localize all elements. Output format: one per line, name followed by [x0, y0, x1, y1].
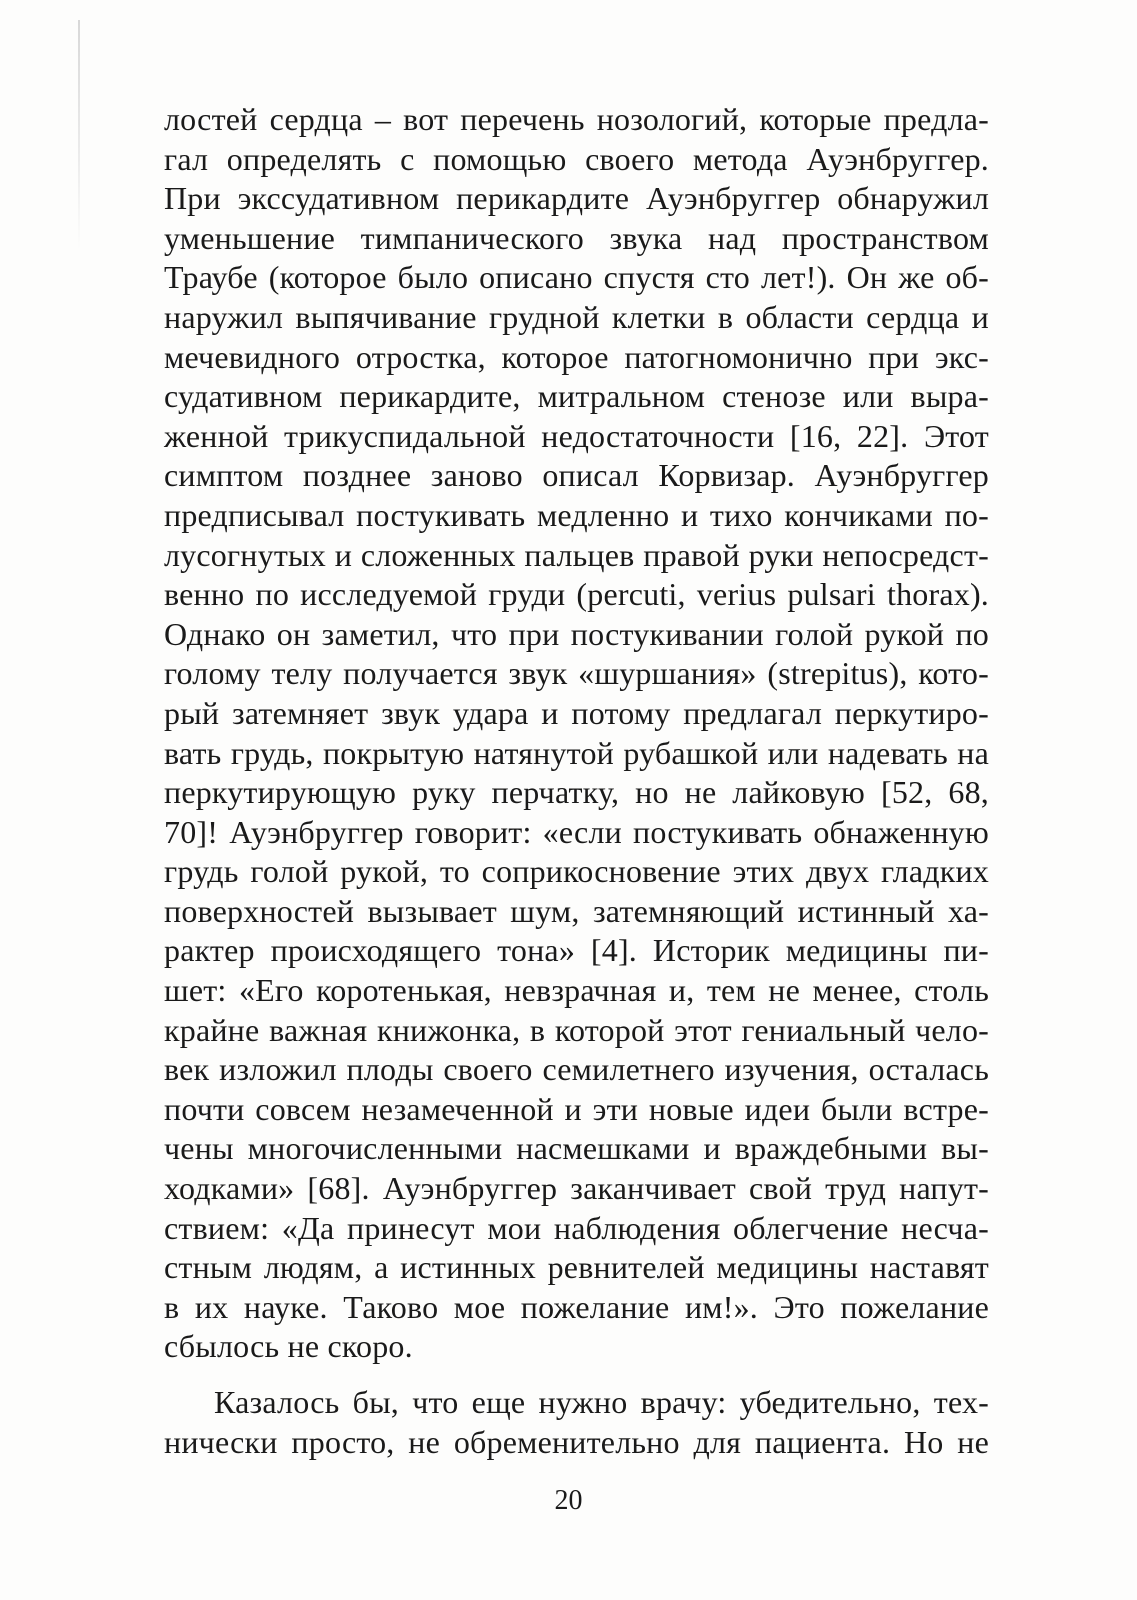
text-line: При экссудативном перикардите Ауэнбруггер обнаружил: [164, 180, 989, 217]
text-line: Траубе (которое было описано спустя сто лет!). Он же об-: [164, 259, 989, 296]
body-text: [164, 100, 989, 1462]
text-line: ствием: «Да принесут мои наблюдения облегчение несча-: [164, 1209, 989, 1246]
text-line: нически просто, не обременительно для пациента. Но не: [164, 1423, 989, 1460]
text-line: наружил выпячивание грудной клетки в области сердца и: [164, 298, 989, 335]
text-line: грудь голой рукой, то соприкосновение этих двух гладких: [164, 853, 989, 890]
text-line: гал определять с помощью своего метода Ауэнбруггер.: [164, 140, 989, 177]
text-line: рактер происходящего тона» [4]. Историк медицины пи-: [164, 932, 989, 969]
text-line: венно по исследуемой груди (percuti, verius pulsari thorax).: [164, 576, 989, 613]
text-line: поверхностей вызывает шум, затемняющий истинный ха-: [164, 892, 989, 929]
text-line: симптом позднее заново описал Корвизар. Ауэнбруггер: [164, 457, 989, 494]
text-line: женной трикуспидальной недостаточности [16, 22]. Этот: [164, 417, 989, 454]
text-line: сбылось не скоро.: [164, 1328, 413, 1365]
text-line: судативном перикардите, митральном стенозе или выра-: [164, 378, 989, 415]
text-line: уменьшение тимпанического звука над пространством: [164, 219, 989, 256]
text-line: крайне важная книжонка, в которой этот гениальный чело-: [164, 1011, 989, 1048]
page-number: 20: [554, 1485, 583, 1516]
paragraph-spacer: [164, 1367, 989, 1383]
text-line: чены многочисленными насмешками и враждебными вы-: [164, 1130, 989, 1167]
text-line: Однако он заметил, что при постукивании голой рукой по: [164, 615, 989, 652]
text-line: ходками» [68]. Ауэнбруггер заканчивает свой труд напут-: [164, 1170, 989, 1207]
text-line: стным людям, а истинных ревнителей медицины наставят: [164, 1249, 989, 1286]
scan-shadow-edge: [78, 20, 80, 250]
text-line: Казалось бы, что еще нужно врачу: убедительно, тех-: [214, 1384, 989, 1420]
text-line: шет: «Его коротенькая, невзрачная и, тем не менее, столь: [164, 972, 989, 1009]
text-line: перкутирующую руку перчатку, но не лайковую [52, 68,: [164, 774, 989, 811]
text-line: 70]! Ауэнбруггер говорит: «если постукивать обнаженную: [164, 813, 989, 850]
text-line: вать грудь, покрытую натянутой рубашкой или надевать на: [164, 734, 989, 771]
text-line: мечевидного отростка, которое патогномонично при экс-: [164, 338, 989, 375]
text-line: лусогнутых и сложенных пальцев правой руки непосредст-: [164, 536, 989, 573]
paragraph-2: [164, 1383, 989, 1462]
text-line: рый затемняет звук удара и потому предлагал перкутиро-: [164, 694, 989, 731]
text-line: голому телу получается звук «шуршания» (strepitus), кото-: [164, 655, 989, 692]
text-line: почти совсем незамеченной и эти новые идеи были встре-: [164, 1090, 989, 1127]
paragraph-1: [164, 100, 989, 1367]
text-line: век изложил плоды своего семилетнего изучения, осталась: [164, 1051, 989, 1088]
text-line: предписывал постукивать медленно и тихо кончиками по-: [164, 496, 989, 533]
text-line: в их науке. Таково мое пожелание им!». Это пожелание: [164, 1288, 989, 1325]
text-line: лостей сердца – вот перечень нозологий, которые предла-: [164, 101, 989, 137]
